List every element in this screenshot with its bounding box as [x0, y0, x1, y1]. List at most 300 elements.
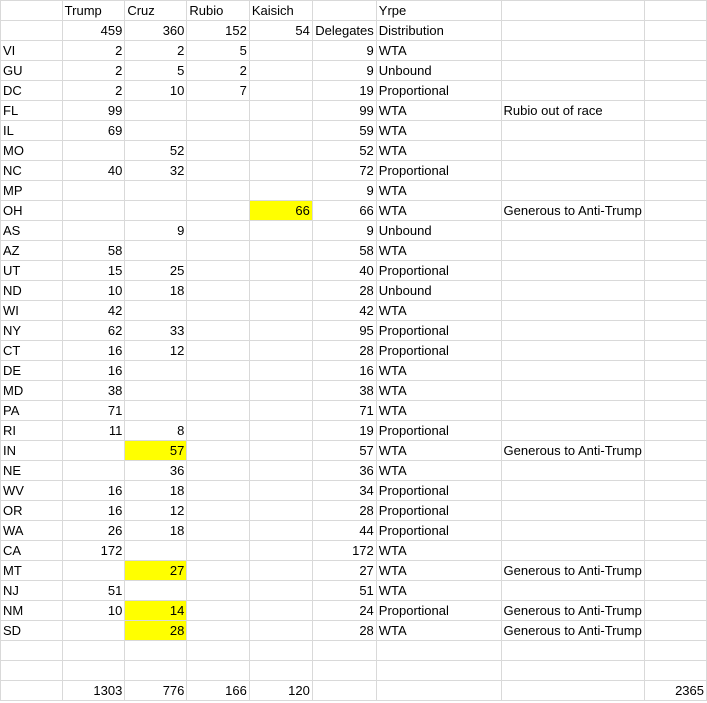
cruz-cell[interactable]: 18: [125, 521, 187, 541]
trump-cell[interactable]: 62: [62, 321, 125, 341]
rubio-cell[interactable]: [187, 221, 249, 241]
cell[interactable]: [501, 641, 644, 661]
rubio-cell[interactable]: [187, 381, 249, 401]
note-cell[interactable]: [501, 281, 644, 301]
cell[interactable]: [644, 61, 706, 81]
note-cell[interactable]: [501, 41, 644, 61]
note-cell[interactable]: [501, 181, 644, 201]
note-cell[interactable]: [501, 81, 644, 101]
kaisich-cell[interactable]: [249, 181, 312, 201]
distribution-cell[interactable]: Proportional: [376, 321, 501, 341]
delegates-cell[interactable]: 24: [312, 601, 376, 621]
delegates-cell[interactable]: 59: [312, 121, 376, 141]
note-cell[interactable]: Rubio out of race: [501, 101, 644, 121]
cruz-cell[interactable]: [125, 241, 187, 261]
header-note[interactable]: [501, 1, 644, 21]
kaisich-cell[interactable]: [249, 301, 312, 321]
cruz-cell[interactable]: 25: [125, 261, 187, 281]
cruz-cell[interactable]: [125, 101, 187, 121]
distribution-cell[interactable]: Proportional: [376, 521, 501, 541]
cruz-cell[interactable]: [125, 381, 187, 401]
cell[interactable]: [1, 1, 63, 21]
delegates-cell[interactable]: 19: [312, 81, 376, 101]
delegates-cell[interactable]: 57: [312, 441, 376, 461]
note-cell[interactable]: [501, 261, 644, 281]
distribution-cell[interactable]: WTA: [376, 541, 501, 561]
rubio-cell[interactable]: [187, 441, 249, 461]
distribution-cell[interactable]: WTA: [376, 401, 501, 421]
state-cell[interactable]: UT: [1, 261, 63, 281]
subheader-yrpe[interactable]: Distribution: [376, 21, 501, 41]
cell[interactable]: [644, 241, 706, 261]
cell[interactable]: [249, 641, 312, 661]
delegates-cell[interactable]: 72: [312, 161, 376, 181]
distribution-cell[interactable]: WTA: [376, 461, 501, 481]
kaisich-cell[interactable]: [249, 421, 312, 441]
delegates-cell[interactable]: 58: [312, 241, 376, 261]
note-cell[interactable]: [501, 241, 644, 261]
state-cell[interactable]: DC: [1, 81, 63, 101]
state-cell[interactable]: ND: [1, 281, 63, 301]
note-cell[interactable]: [501, 401, 644, 421]
state-cell[interactable]: FL: [1, 101, 63, 121]
trump-cell[interactable]: 10: [62, 601, 125, 621]
cell[interactable]: [644, 41, 706, 61]
delegates-cell[interactable]: 9: [312, 61, 376, 81]
note-cell[interactable]: [501, 361, 644, 381]
cell[interactable]: [1, 21, 63, 41]
distribution-cell[interactable]: WTA: [376, 201, 501, 221]
kaisich-cell[interactable]: [249, 161, 312, 181]
kaisich-cell[interactable]: [249, 241, 312, 261]
cruz-cell[interactable]: [125, 581, 187, 601]
note-cell[interactable]: [501, 341, 644, 361]
note-cell[interactable]: [501, 301, 644, 321]
subheader-cruz[interactable]: 360: [125, 21, 187, 41]
delegates-cell[interactable]: 28: [312, 621, 376, 641]
cruz-cell[interactable]: 28: [125, 621, 187, 641]
cell[interactable]: [644, 261, 706, 281]
header-trump[interactable]: Trump: [62, 1, 125, 21]
cell[interactable]: [644, 341, 706, 361]
total-kaisich[interactable]: 120: [249, 681, 312, 701]
note-cell[interactable]: [501, 121, 644, 141]
subheader-trump[interactable]: 459: [62, 21, 125, 41]
delegates-cell[interactable]: 95: [312, 321, 376, 341]
cell[interactable]: [376, 641, 501, 661]
total-trump[interactable]: 1303: [62, 681, 125, 701]
cruz-cell[interactable]: 32: [125, 161, 187, 181]
kaisich-cell[interactable]: [249, 521, 312, 541]
cell[interactable]: [644, 621, 706, 641]
trump-cell[interactable]: [62, 621, 125, 641]
delegates-cell[interactable]: 40: [312, 261, 376, 281]
rubio-cell[interactable]: [187, 161, 249, 181]
cell[interactable]: [644, 161, 706, 181]
cruz-cell[interactable]: [125, 541, 187, 561]
delegates-cell[interactable]: 9: [312, 181, 376, 201]
cell[interactable]: [644, 121, 706, 141]
delegates-cell[interactable]: 66: [312, 201, 376, 221]
kaisich-cell[interactable]: [249, 501, 312, 521]
state-cell[interactable]: IN: [1, 441, 63, 461]
cruz-cell[interactable]: 57: [125, 441, 187, 461]
cell[interactable]: [1, 641, 63, 661]
note-cell[interactable]: [501, 161, 644, 181]
trump-cell[interactable]: 51: [62, 581, 125, 601]
delegates-cell[interactable]: 28: [312, 341, 376, 361]
rubio-cell[interactable]: [187, 601, 249, 621]
trump-cell[interactable]: 99: [62, 101, 125, 121]
distribution-cell[interactable]: WTA: [376, 381, 501, 401]
cell[interactable]: [644, 581, 706, 601]
state-cell[interactable]: PA: [1, 401, 63, 421]
rubio-cell[interactable]: [187, 361, 249, 381]
kaisich-cell[interactable]: [249, 461, 312, 481]
trump-cell[interactable]: 58: [62, 241, 125, 261]
cell[interactable]: [1, 681, 63, 701]
delegates-cell[interactable]: 51: [312, 581, 376, 601]
cruz-cell[interactable]: [125, 301, 187, 321]
distribution-cell[interactable]: WTA: [376, 41, 501, 61]
cell[interactable]: [312, 641, 376, 661]
cruz-cell[interactable]: [125, 181, 187, 201]
cruz-cell[interactable]: 52: [125, 141, 187, 161]
delegates-cell[interactable]: 28: [312, 281, 376, 301]
header-total[interactable]: [644, 1, 706, 21]
note-cell[interactable]: Generous to Anti-Trump: [501, 201, 644, 221]
rubio-cell[interactable]: [187, 241, 249, 261]
state-cell[interactable]: WV: [1, 481, 63, 501]
cell[interactable]: [376, 681, 501, 701]
trump-cell[interactable]: [62, 561, 125, 581]
kaisich-cell[interactable]: [249, 81, 312, 101]
state-cell[interactable]: CT: [1, 341, 63, 361]
trump-cell[interactable]: [62, 201, 125, 221]
cell[interactable]: [644, 141, 706, 161]
cruz-cell[interactable]: 27: [125, 561, 187, 581]
state-cell[interactable]: OR: [1, 501, 63, 521]
state-cell[interactable]: IL: [1, 121, 63, 141]
kaisich-cell[interactable]: [249, 261, 312, 281]
subheader-total[interactable]: [644, 21, 706, 41]
rubio-cell[interactable]: [187, 461, 249, 481]
rubio-cell[interactable]: [187, 581, 249, 601]
note-cell[interactable]: [501, 581, 644, 601]
cell[interactable]: [644, 461, 706, 481]
cell[interactable]: [644, 201, 706, 221]
cell[interactable]: [644, 521, 706, 541]
cell[interactable]: [644, 361, 706, 381]
note-cell[interactable]: [501, 61, 644, 81]
header-cruz[interactable]: Cruz: [125, 1, 187, 21]
cell[interactable]: [644, 321, 706, 341]
note-cell[interactable]: Generous to Anti-Trump: [501, 441, 644, 461]
state-cell[interactable]: OH: [1, 201, 63, 221]
kaisich-cell[interactable]: [249, 601, 312, 621]
rubio-cell[interactable]: [187, 281, 249, 301]
cell[interactable]: [644, 221, 706, 241]
distribution-cell[interactable]: Unbound: [376, 281, 501, 301]
note-cell[interactable]: [501, 481, 644, 501]
distribution-cell[interactable]: WTA: [376, 121, 501, 141]
delegates-cell[interactable]: 172: [312, 541, 376, 561]
kaisich-cell[interactable]: [249, 281, 312, 301]
distribution-cell[interactable]: WTA: [376, 181, 501, 201]
delegates-cell[interactable]: 9: [312, 221, 376, 241]
distribution-cell[interactable]: Unbound: [376, 61, 501, 81]
rubio-cell[interactable]: [187, 321, 249, 341]
distribution-cell[interactable]: Proportional: [376, 341, 501, 361]
grand-total[interactable]: 2365: [644, 681, 706, 701]
trump-cell[interactable]: [62, 461, 125, 481]
rubio-cell[interactable]: [187, 141, 249, 161]
distribution-cell[interactable]: WTA: [376, 581, 501, 601]
cell[interactable]: [125, 641, 187, 661]
kaisich-cell[interactable]: [249, 41, 312, 61]
rubio-cell[interactable]: [187, 341, 249, 361]
cruz-cell[interactable]: 9: [125, 221, 187, 241]
delegates-cell[interactable]: 71: [312, 401, 376, 421]
rubio-cell[interactable]: [187, 261, 249, 281]
state-cell[interactable]: WI: [1, 301, 63, 321]
state-cell[interactable]: DE: [1, 361, 63, 381]
trump-cell[interactable]: 42: [62, 301, 125, 321]
cell[interactable]: [187, 661, 249, 681]
rubio-cell[interactable]: [187, 181, 249, 201]
distribution-cell[interactable]: WTA: [376, 241, 501, 261]
cell[interactable]: [62, 641, 125, 661]
cruz-cell[interactable]: 10: [125, 81, 187, 101]
total-cruz[interactable]: 776: [125, 681, 187, 701]
rubio-cell[interactable]: 7: [187, 81, 249, 101]
total-rubio[interactable]: 166: [187, 681, 249, 701]
delegates-cell[interactable]: 34: [312, 481, 376, 501]
state-cell[interactable]: WA: [1, 521, 63, 541]
note-cell[interactable]: Generous to Anti-Trump: [501, 601, 644, 621]
distribution-cell[interactable]: WTA: [376, 101, 501, 121]
trump-cell[interactable]: [62, 221, 125, 241]
kaisich-cell[interactable]: [249, 541, 312, 561]
kaisich-cell[interactable]: [249, 221, 312, 241]
cell[interactable]: [312, 661, 376, 681]
kaisich-cell[interactable]: [249, 401, 312, 421]
trump-cell[interactable]: 2: [62, 41, 125, 61]
trump-cell[interactable]: 10: [62, 281, 125, 301]
note-cell[interactable]: [501, 461, 644, 481]
cell[interactable]: [644, 81, 706, 101]
trump-cell[interactable]: 172: [62, 541, 125, 561]
trump-cell[interactable]: 69: [62, 121, 125, 141]
cell[interactable]: [644, 181, 706, 201]
delegates-cell[interactable]: 52: [312, 141, 376, 161]
note-cell[interactable]: [501, 421, 644, 441]
state-cell[interactable]: VI: [1, 41, 63, 61]
trump-cell[interactable]: 38: [62, 381, 125, 401]
kaisich-cell[interactable]: [249, 101, 312, 121]
distribution-cell[interactable]: WTA: [376, 441, 501, 461]
rubio-cell[interactable]: [187, 421, 249, 441]
distribution-cell[interactable]: Proportional: [376, 601, 501, 621]
rubio-cell[interactable]: 5: [187, 41, 249, 61]
distribution-cell[interactable]: WTA: [376, 361, 501, 381]
distribution-cell[interactable]: WTA: [376, 141, 501, 161]
state-cell[interactable]: MT: [1, 561, 63, 581]
note-cell[interactable]: [501, 221, 644, 241]
note-cell[interactable]: [501, 541, 644, 561]
cell[interactable]: [501, 661, 644, 681]
header-delegates[interactable]: [312, 1, 376, 21]
state-cell[interactable]: NY: [1, 321, 63, 341]
kaisich-cell[interactable]: [249, 341, 312, 361]
cruz-cell[interactable]: 36: [125, 461, 187, 481]
kaisich-cell[interactable]: [249, 581, 312, 601]
state-cell[interactable]: NC: [1, 161, 63, 181]
kaisich-cell[interactable]: [249, 481, 312, 501]
distribution-cell[interactable]: Proportional: [376, 261, 501, 281]
subheader-rubio[interactable]: 152: [187, 21, 249, 41]
state-cell[interactable]: MO: [1, 141, 63, 161]
header-kaisich[interactable]: Kaisich: [249, 1, 312, 21]
subheader-delegates[interactable]: Delegates: [312, 21, 376, 41]
cell[interactable]: [644, 381, 706, 401]
trump-cell[interactable]: 40: [62, 161, 125, 181]
delegates-cell[interactable]: 9: [312, 41, 376, 61]
note-cell[interactable]: [501, 521, 644, 541]
kaisich-cell[interactable]: [249, 121, 312, 141]
kaisich-cell[interactable]: [249, 441, 312, 461]
cruz-cell[interactable]: [125, 361, 187, 381]
cell[interactable]: [1, 661, 63, 681]
state-cell[interactable]: NE: [1, 461, 63, 481]
rubio-cell[interactable]: 2: [187, 61, 249, 81]
cruz-cell[interactable]: 18: [125, 281, 187, 301]
distribution-cell[interactable]: WTA: [376, 621, 501, 641]
state-cell[interactable]: SD: [1, 621, 63, 641]
note-cell[interactable]: [501, 381, 644, 401]
cell[interactable]: [312, 681, 376, 701]
trump-cell[interactable]: 16: [62, 341, 125, 361]
cell[interactable]: [644, 481, 706, 501]
kaisich-cell[interactable]: [249, 361, 312, 381]
state-cell[interactable]: GU: [1, 61, 63, 81]
kaisich-cell[interactable]: 66: [249, 201, 312, 221]
rubio-cell[interactable]: [187, 541, 249, 561]
distribution-cell[interactable]: Unbound: [376, 221, 501, 241]
subheader-note[interactable]: [501, 21, 644, 41]
cell[interactable]: [376, 661, 501, 681]
subheader-kaisich[interactable]: 54: [249, 21, 312, 41]
delegates-cell[interactable]: 38: [312, 381, 376, 401]
rubio-cell[interactable]: [187, 481, 249, 501]
rubio-cell[interactable]: [187, 561, 249, 581]
cruz-cell[interactable]: 12: [125, 501, 187, 521]
kaisich-cell[interactable]: [249, 61, 312, 81]
kaisich-cell[interactable]: [249, 621, 312, 641]
state-cell[interactable]: RI: [1, 421, 63, 441]
cruz-cell[interactable]: [125, 201, 187, 221]
trump-cell[interactable]: 2: [62, 61, 125, 81]
distribution-cell[interactable]: Proportional: [376, 161, 501, 181]
trump-cell[interactable]: 11: [62, 421, 125, 441]
trump-cell[interactable]: 15: [62, 261, 125, 281]
cell[interactable]: [644, 301, 706, 321]
trump-cell[interactable]: [62, 181, 125, 201]
cruz-cell[interactable]: 2: [125, 41, 187, 61]
state-cell[interactable]: NM: [1, 601, 63, 621]
cell[interactable]: [644, 561, 706, 581]
kaisich-cell[interactable]: [249, 141, 312, 161]
trump-cell[interactable]: [62, 441, 125, 461]
state-cell[interactable]: NJ: [1, 581, 63, 601]
note-cell[interactable]: [501, 501, 644, 521]
cell[interactable]: [501, 681, 644, 701]
cell[interactable]: [644, 641, 706, 661]
cell[interactable]: [644, 501, 706, 521]
header-yrpe[interactable]: Yrpe: [376, 1, 501, 21]
distribution-cell[interactable]: WTA: [376, 301, 501, 321]
cruz-cell[interactable]: 5: [125, 61, 187, 81]
rubio-cell[interactable]: [187, 401, 249, 421]
state-cell[interactable]: CA: [1, 541, 63, 561]
kaisich-cell[interactable]: [249, 561, 312, 581]
trump-cell[interactable]: 16: [62, 361, 125, 381]
cell[interactable]: [644, 661, 706, 681]
note-cell[interactable]: [501, 321, 644, 341]
rubio-cell[interactable]: [187, 201, 249, 221]
delegates-cell[interactable]: 99: [312, 101, 376, 121]
delegates-cell[interactable]: 36: [312, 461, 376, 481]
trump-cell[interactable]: 16: [62, 501, 125, 521]
rubio-cell[interactable]: [187, 621, 249, 641]
rubio-cell[interactable]: [187, 121, 249, 141]
rubio-cell[interactable]: [187, 101, 249, 121]
distribution-cell[interactable]: WTA: [376, 561, 501, 581]
cell[interactable]: [644, 601, 706, 621]
rubio-cell[interactable]: [187, 301, 249, 321]
state-cell[interactable]: AZ: [1, 241, 63, 261]
cell[interactable]: [644, 421, 706, 441]
distribution-cell[interactable]: Proportional: [376, 421, 501, 441]
note-cell[interactable]: Generous to Anti-Trump: [501, 621, 644, 641]
cell[interactable]: [644, 401, 706, 421]
delegates-cell[interactable]: 27: [312, 561, 376, 581]
delegates-cell[interactable]: 44: [312, 521, 376, 541]
kaisich-cell[interactable]: [249, 321, 312, 341]
cruz-cell[interactable]: 14: [125, 601, 187, 621]
rubio-cell[interactable]: [187, 501, 249, 521]
state-cell[interactable]: MD: [1, 381, 63, 401]
trump-cell[interactable]: 26: [62, 521, 125, 541]
trump-cell[interactable]: 16: [62, 481, 125, 501]
cruz-cell[interactable]: 8: [125, 421, 187, 441]
cruz-cell[interactable]: [125, 401, 187, 421]
distribution-cell[interactable]: Proportional: [376, 501, 501, 521]
cruz-cell[interactable]: 12: [125, 341, 187, 361]
cell[interactable]: [187, 641, 249, 661]
cruz-cell[interactable]: [125, 121, 187, 141]
note-cell[interactable]: [501, 141, 644, 161]
distribution-cell[interactable]: Proportional: [376, 81, 501, 101]
cell[interactable]: [644, 281, 706, 301]
delegates-cell[interactable]: 19: [312, 421, 376, 441]
delegates-cell[interactable]: 42: [312, 301, 376, 321]
cell[interactable]: [249, 661, 312, 681]
cruz-cell[interactable]: 33: [125, 321, 187, 341]
header-rubio[interactable]: Rubio: [187, 1, 249, 21]
cell[interactable]: [644, 101, 706, 121]
trump-cell[interactable]: 2: [62, 81, 125, 101]
